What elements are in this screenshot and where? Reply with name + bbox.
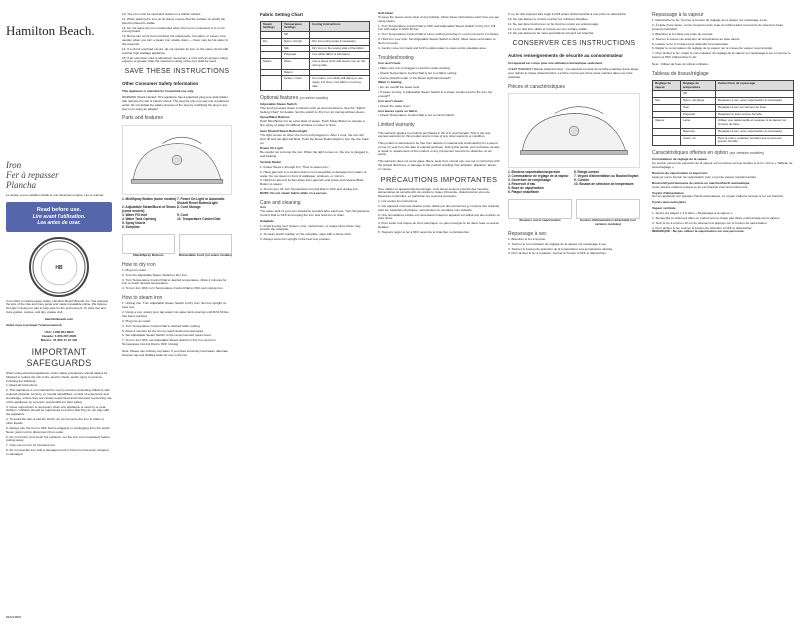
table-row: Vapeur Laine Utiliser une pattemouille et repasser à la vapeur sur l'envers du tissu. bbox=[653, 118, 794, 129]
care-iron-title: Iron bbox=[260, 205, 266, 210]
dry-iron-heading: How to dry iron bbox=[122, 261, 156, 268]
table-row: Rayon bbox=[261, 69, 370, 76]
fr-auto-text: Cette lumière s'allume lorsque le fer est branché pour la première fois. bbox=[652, 184, 749, 189]
table-row: Cotton, Linen For cotton, iron while still damp or use spray. For linen, iron fabric on wrong side. bbox=[261, 76, 370, 90]
table-row: Off bbox=[261, 32, 370, 39]
fr-spray-text: Appuyer sur le bouton de vaporisation pour un jet de vapeur supplémentaire. bbox=[652, 174, 758, 179]
cord-caption: Retractable Cord (on select models) bbox=[179, 252, 232, 257]
vertical-steps: 1. Follow Steps 1 through 6 in "How to steam iron." 2. Hang garment in a location that is not susceptible to damage from steam or water. Do not steam in front of wallpaper, windows, or mirrors. 3. Hold iron about 6 inches away from garment and press and release Blast Button to steam. 4. To turn iron off, turn Temperature Control Dial to OFF and unplug iron. bbox=[260, 164, 367, 192]
fr-steam-panel bbox=[648, 0, 798, 625]
fr-spray-caption: Boutons noirs/ vaporisation bbox=[519, 217, 561, 222]
care-iron-text: The water tank of your iron should be emptied after each use. Turn Temperature Control Dial to OFF and unplug the iron and hold iron to drain. bbox=[260, 209, 370, 217]
retractable-cord-image bbox=[179, 234, 232, 254]
table-row: Dry Nylon, Acrylic Dry iron using spray if necessary. bbox=[261, 38, 370, 45]
save-instructions-heading: SAVE THESE INSTRUCTIONS bbox=[124, 68, 230, 76]
warranty-heading: Limited warranty bbox=[378, 122, 415, 129]
fabric-panel bbox=[256, 0, 374, 625]
fr-cord-image bbox=[576, 199, 640, 219]
vertical-note: NOTE: Do not steam fabric while on a person. bbox=[260, 191, 328, 196]
warranty-text-3: This warranty does not cover glass, filters, wear from normal use, use not in conformity with the printed directions, or damage to the product resulting from accident, alteration, abuse, or misuse. bbox=[378, 159, 500, 171]
fr-vertical-note: REMARQUE : Ne pas utiliser la vaporisation sur une personne. bbox=[652, 229, 745, 234]
table-row: Polyester Repasser le tissu encore humide. bbox=[653, 111, 794, 118]
care-heading: Care and cleaning bbox=[260, 199, 301, 206]
spray-text: Push Mist Button for an extra blast of steam. Push Spray Button to release a fine spray of water for difficult wrinkles in cotton or linen. bbox=[260, 119, 365, 128]
fr-intro: Aidez-nous à protéger l'environnement bbox=[6, 323, 62, 328]
auto-shutoff-text: The light comes on when the iron is left plugged in. After 1 hour, the iron will shut off and the light will blink. Push the Reset Button/Light to turn the iron back on. bbox=[260, 132, 369, 145]
fr-optional-heading: Caractéristiques offertes en option (sur certains modèles) bbox=[652, 150, 765, 157]
adj-steam-text: This knob provides steam to fabrics such as wool and linens. See the "Fabric Setting Chart" for details. Set the switch to Dry Iron for ironing without steam. bbox=[260, 105, 366, 114]
table-row: Coton, lin Pour le coton, repasser pendant que le tissu est encore humide. bbox=[653, 135, 794, 146]
fr-parts-legend: 1. Boutons vaporisation/aspersion 8. Range-cordon 2. Commutateur de réglage de la vapeur 7. Voyant d'alimentation ou Bouton/Voyant 3. Ouverture de remplissage 9. Cordon 4. Réservoir d'eau 10. Bouton de sélection de température 5. Buse de vaporisation 6. Plaque chauffante bbox=[508, 169, 639, 194]
safety-list-cont: 10. The iron must be used and rested on a stable surface. 11. When placing the iron on its stand, ensure that the surface on which the stand is placed is stable. 12. Do not leave the iron unattended when the iron is connected or is on its ironing board. 13. Burns can occur from touching hot metal parts, hot water, or steam. Use caution when you turn a steam iron upside down — there may be hot water in the reservoir. 14. If a circuit overload occurs, do not operate an iron on the same circuit with another high wattage appliance. 15. If an extension cord is absolutely necessary, a cord with an ampere rating equal to or greater than the maximum rating of the iron shall be used. bbox=[122, 12, 229, 64]
table-row: Off bbox=[653, 91, 794, 98]
fr-chart-heading: Tableau de tissus/réglage bbox=[652, 70, 709, 77]
household-text: This appliance is intended for household use only. bbox=[122, 88, 194, 93]
iron-diagram bbox=[122, 125, 232, 195]
self-clean-steps: 1. Turn Temperature Control Dial to OFF and Adjustable Steam Switch to Dry Iron. Fill iron with water to MAX fill line. 2. Turn Temperature Control Dial to Linen setting and plug in. Let iron heat for 2 minutes. 3. Hold iron over sink. Set Adjustable Steam Switch to MAX. Allow steam and water to flush out vents. 4. Gently move iron back and forth to allow water to clean entire soleplate area. bbox=[378, 23, 500, 50]
warning-text: WARNING Shock Hazard: This appliance has a polarized plug (one wide blade) that reduces the risk of electric shock. The plug fits only one way into a polarized outlet. Do not defeat the safety purpose of the plug by modifying the plug in any way or by using an adapter. bbox=[122, 95, 229, 111]
parts-heading: Parts and features bbox=[122, 115, 163, 122]
fr-power-text: Sur les appareils non équipés d'arrêt automatique, ce voyant s'allume lorsque le fer est branché. bbox=[652, 194, 784, 199]
adj-steam-title: Adjustable Steam Switch bbox=[260, 101, 297, 106]
safeguards-heading: IMPORTANT SAFEGUARDS bbox=[26, 346, 92, 368]
soleplate-title: Soleplate bbox=[260, 218, 274, 223]
phone-mexico: México: 01 800 71 16 100 bbox=[40, 337, 78, 342]
dry-iron-steps: 1. Plug into outlet. 2. Turn the Adjustable Steam Switch to Dry Iron. 3. Turn Temperature Control Dial to desired temperature. Allow 2 minutes for iron to reach desired temperature. 4. To turn iron OFF, turn Temperature Control Dial to OFF and unplug iron. bbox=[122, 267, 227, 291]
warranty-text-2: This product is warranted to be free from defects in material and workmanship for a period of one (1) year from the date of original purchase. During this period, your exclusive remedy is repair or replacement of this product or any component found to be defective, at our option. bbox=[378, 141, 500, 157]
fr-spray-title: Boutons de vaporisation et aspersion bbox=[652, 171, 708, 176]
fabric-chart-table: Steam Settings Temperature Settings Ironing Instructions Off Dry Nylon, Acrylic Dry iron using spray if necessary. Silk Dry iron on the wrong side of the fabric. Polyester Iron while fabric is still damp. Steam Wool Use a press cloth and steam iron on the wrong side. Rayon Cotton, Linen For cotton, iron while still damp or use spray. For linen, iron fabric on wrong side. bbox=[260, 21, 370, 91]
fr-vertical-title: Vapeur verticale bbox=[652, 206, 676, 211]
table-row: Silk Dry iron on the wrong side of the fabric. bbox=[261, 45, 370, 52]
fr-dry-heading: Repassage à sec bbox=[508, 230, 547, 237]
phone-usa: USA: 1.800.851.8900 bbox=[44, 330, 74, 335]
power-text: Be careful not to bump the iron. When the light comes on, the iron is plugged in and heating. bbox=[260, 150, 369, 159]
intro-text: Le lecteur a une coédition tactile et une dimension unique. Lire le manuel. bbox=[6, 193, 104, 198]
fr-steam-heading: Repassage à la vapeur bbox=[652, 12, 704, 18]
document-code: 840213800 bbox=[6, 615, 22, 620]
fr-auto-title: Bouton/Voyant lumineux de remise en marche/d'arrêt automatique bbox=[652, 180, 750, 185]
cleaning-panel bbox=[374, 0, 504, 625]
parts-legend: 1. Mist/Spray Button (some models) 7. Power On Light or Automatic Shutoff Reset Button/Light 2. Adjustable Steam/Burst of Steam (some models) 8. Cord Storage 3. Water Fill Inlet 9. Cord 4. Water Tank Opening 10. Temperature Control Dial 5. Spray Nozzle 6. Soleplate bbox=[122, 196, 225, 229]
troubleshooting-list: Iron won't heat. • Make sure iron is plugged in and the outlet working. • Check Temperature Control Dial is set to a fabric setting. • If auto shutoff model, is the Reset Light illuminated? Water is leaking. • Do not overfill the water tank. • If steam ironing, is Adjustable Steam Switch in a steam position and is the iron hot enough? Iron won't steam. • Check the water level. Iron leaves spots on fabric. • Check Temperature Control Dial is set to correct fabric. bbox=[378, 60, 493, 118]
fr-adj-text: Ce bouton permet de vaporiser de la vapeur sur les tissus comme la laine et le lin. Voir le « Tableau de tissus/réglage ». bbox=[652, 161, 793, 170]
spray-caption: Black/Spray Buttons bbox=[133, 252, 164, 257]
fr-dry-steps: 1. Brancher le fer à la prise. 2. Tourner le commutateur de réglage de la vapeur sur repassage à sec. 3. Tourner le bouton de sélection de la température à la température désirée. 4. Pour arrêter le fer à repasser, tourner le bouton à OFF et débrancher. bbox=[508, 236, 614, 256]
read-before-use-banner: Read before use. Lire avant l'utilisation. Lea antes de usar. bbox=[6, 202, 112, 231]
precautions-list: 1. Lire toutes les instructions. 2. Cet appareil n'est pas destiné à être utilisé par des personnes (y compris des enfants) dont les capacités physiques, sensorielles ou mentales sont réduites. 3. Une surveillance étroite est nécessaire lorsqu'un appareil est utilisé par des enfants ou près d'eux. 4. Pour éviter tout risque de choc électrique, ne pas immerger le fer dans l'eau ou autres liquides. 5. Toujours régler le fer à OFF avant de le brancher ou débrancher. bbox=[378, 198, 501, 234]
fr-save-heading: CONSERVER CES INSTRUCTIONS bbox=[512, 40, 636, 48]
optional-features-heading: Optional features (on select models) bbox=[260, 94, 329, 101]
steam-iron-steps: 1. Unplug iron. Turn Adjustable Steam Switch to Dry Iron. Set iron upright on heel rest. 2. Using a cup, slowly pour tap water into water tank opening until MAX fill line has been reached. 3. Plug into an outlet. 4. Turn Temperature Control Dial to desired fabric setting. 5. Allow 2 minutes for the iron to reach desired temperature. 6. Set Adjustable Steam Switch to the recommended steam level. 7. To turn iron OFF, set Adjustable Steam Switch to Dry Iron and turn Temperature Control Dial to OFF. Unplug. bbox=[122, 301, 229, 347]
fr-care-title: Cycles auto-nettoyants bbox=[652, 200, 687, 205]
power-title: Power On Light bbox=[260, 146, 283, 151]
steam-iron-heading: How to steam iron bbox=[122, 295, 163, 302]
troubleshooting-heading: Troubleshooting bbox=[378, 54, 414, 61]
brand-logo: Hamilton Beach. bbox=[6, 23, 95, 38]
fr-power-title: Voyant d'alimentation bbox=[652, 190, 684, 195]
product-title: Iron Fer à repasser Plancha bbox=[6, 159, 59, 190]
fr-parts-heading: Pièces et caractéristiques bbox=[508, 83, 565, 90]
auto-shutoff-title: Auto Shutoff Reset Button/Light bbox=[260, 129, 308, 134]
fr-iron-diagram bbox=[508, 93, 640, 168]
fr-warning-text: AVERTISSEMENT Risque d'électrocution : Cet appareil est doté d'une fiche polarisée (lame large) pour réduire le risque d'électrocution. La fiche n'entre que d'une seule manière dans une prise polarisée. bbox=[508, 67, 639, 79]
svg-text:HB: HB bbox=[55, 264, 63, 271]
self-clean-text: To keep the steam vents clear of any buildup, follow these instructions each time you are using steam. bbox=[378, 14, 500, 23]
table-row: Rayonne Repasser à sec, avec vaporisation si nécessaire. bbox=[653, 128, 794, 135]
other-safety-heading: Other Consumer Safety Information bbox=[122, 81, 199, 87]
fr-adj-title: Commutateur de réglage de la vapeur bbox=[652, 157, 708, 162]
fr-vertical-steps: 1. Suivre les étapes 1 à 6 dans « Repassage à la vapeur ». 2. Suspendre le vêtement dans un endroit qui ne risque pas d'être endommagé par la vapeur. 3. Tenir le fer à environ 15 cm du vêtement et appuyer sur le bouton de vaporisation. 4. Pour arrêter le fer, tourner le bouton de sélection à OFF et débrancher. bbox=[652, 210, 781, 230]
self-clean-title: Self-Clean bbox=[378, 11, 394, 15]
fabric-chart-title: Fabric Setting Chart bbox=[260, 12, 304, 17]
table-row: Steam Wool Use a press cloth and steam iron on the wrong side. bbox=[261, 59, 370, 70]
seal-logo bbox=[29, 237, 89, 297]
soleplate-steps: 1. Avoid ironing over zippers, pins, metal rivets, or snaps since these may scratch the soleplate. 2. To clean starch buildup on the soleplate, wipe with a damp cloth. 3. Always store iron upright in the heel rest position. bbox=[260, 223, 361, 242]
fr-steam-steps: 1. Débrancher le fer. Tourner le bouton de réglage de la vapeur sur repassage à sec. 2. À l'aide d'une tasse, verser doucement de l'eau du robinet dans l'ouverture du réservoir d'eau jusqu'au trait MAX. 3. Brancher le fer dans une prise de courant. 4. Tourner le bouton de sélection de température au tissu désiré. 5. Laisser le fer 2 minutes pour atteindre la température. 6. Régler le commutateur de réglage de la vapeur sur le niveau de vapeur recommandé. 7. Pour arrêter le fer, régler le commutateur de réglage de la vapeur sur repassage à sec et tourner le bouton à OFF. Débrancher le fer. bbox=[652, 18, 791, 60]
fr-other-heading: Autres renseignements de sécurité au consommateur bbox=[508, 53, 624, 59]
welcome-text: In an effort to reduce paper waste, Hamilton Beach Brands, Inc. has reduced the size of the Use and Care guide and made it available online. We believe strongly in doing our part to help care for the environment. To view Use and Care guides, recipes, and tips, please visit: bbox=[6, 298, 108, 314]
warranty-text: This warranty applies to products purchased in the U.S. and Canada. This is the only express warranty for this product and is in lieu of any other warranty or condition. bbox=[378, 130, 491, 139]
spray-buttons-image bbox=[122, 234, 175, 254]
fr-spray-image bbox=[508, 199, 572, 219]
fr-household-text: Cet appareil est conçu pour une utilisation domestique seulement. bbox=[508, 60, 603, 65]
spray-title: Spray/Blast Buttons bbox=[260, 115, 290, 120]
table-row: Polyester Iron while fabric is still damp. bbox=[261, 52, 370, 59]
water-note: Note: Please use ordinary tap water. If you have extremely hard water, alternate between tap and distilled water for use in the iron. bbox=[122, 348, 228, 357]
table-row: Sec Nylon, acrylique Repasser à sec, avec vaporisation si nécessaire. bbox=[653, 98, 794, 105]
fr-safety-panel bbox=[504, 0, 644, 625]
fr-cord-caption: Cordon d'alimentation rétractable (sur certains modèles) bbox=[579, 217, 637, 226]
phone-canada: Canada: 1.800.267.2826 bbox=[41, 333, 77, 338]
website-link[interactable]: hamiltonbeach.com bbox=[44, 316, 74, 321]
safety-panel bbox=[118, 0, 236, 625]
table-row: Soie Repasser à sec sur l'envers du tissu. bbox=[653, 104, 794, 111]
fr-water-note: Note : Utiliser de l'eau du robinet ordinaire. bbox=[652, 61, 709, 66]
fr-fabric-table: Réglage de vapeur Réglage de température Instructions de repassage Off Sec Nylon, acrylique Repasser à sec, avec vaporisation si nécessaire. Soie Repasser à sec sur l'envers du tissu. Polyester Repasser le tissu encore humide. Vapeur Laine Utiliser une pattemouille et repasser à la vapeur sur l'envers du tissu. Rayonne Repasser à sec, avec vaporisation si nécessaire. Coton, lin Pour le coton, repasser pendant que le tissu est encore humide. bbox=[652, 80, 794, 146]
precautions-intro: Pour utiliser un appareil électroménager, vous devez toujours prendre des mesures élémentaires de sécurité afin de réduire le risque d'incendie, d'électrocution et/ou de blessures corporelles, en particulier les mesures suivantes : bbox=[378, 186, 490, 199]
fr-safety-list: 9. Le fer doit toujours être réglé à OFF avant d'être branché à une prise ou débranché. 10. Ne pas laisser le cordon toucher les surfaces chaudes. 11. Ne pas faire fonctionner un fer dont le cordon est endommagé. 12. Le fer doit être utilisé et reposé sur une surface stable. 13. Ne pas laisser le fer sans surveillance lorsqu'il est branché. bbox=[508, 12, 627, 36]
cover-panel bbox=[0, 0, 118, 625]
vertical-title: Vertical Steam bbox=[260, 160, 282, 165]
safeguards-list: 1. Read all instructions. 2. This appliance is not intended for use by persons (including children) with reduced physical, sensory, or mental capabilities, or lack of experience and knowledge, unless they are closely supervised and instructed concerning use of the appliance by a person responsible for their safety. 3. Close supervision is necessary when any appliance is used by or near children. Children should be supervised to ensure that they do not play with the appliance. 4. To avoid the risk of electric shock, do not immerse the iron in water or other liquids. 5. Always turn the iron to OFF before plugging or unplugging from the outlet. Never yank cord to disconnect from outlet. 6. Do not let the cord touch hot surfaces. Let the iron cool completely before putting away. 7. Only use iron for its intended use. 8. Do not operate iron with a damaged cord or if the iron has been dropped or damaged. bbox=[6, 383, 112, 457]
precautions-heading: PRÉCAUTIONS IMPORTANTES bbox=[380, 175, 498, 185]
safeguards-intro: When using electrical appliances, basic safety precautions should always be followed to reduce the risk of fire, electric shock, and/or injury to persons, including the following: bbox=[6, 371, 108, 383]
